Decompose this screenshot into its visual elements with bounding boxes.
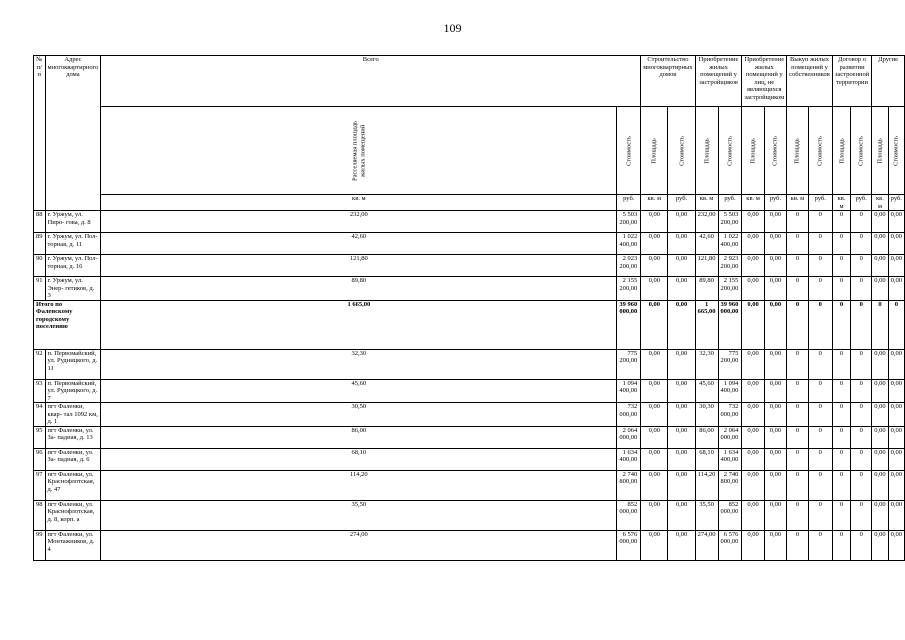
table-row (34, 233, 905, 255)
cell-n-area: 0,00 (742, 470, 764, 500)
cell-o-cost: 0,00 (888, 255, 904, 277)
cell-d-area: 121,80 (695, 255, 718, 277)
cell-o-cost: 0,00 (888, 470, 904, 500)
cell-b-cost: 0 (808, 403, 832, 427)
cell-t-cost: 0 (851, 530, 872, 560)
cell-total-area: 1 665,00 (101, 300, 617, 349)
cell-total-area: 232,00 (101, 211, 617, 233)
cell-total-area: 68,10 (101, 448, 617, 470)
cell-t-cost: 0 (851, 448, 872, 470)
cell-n-cost: 0,00 (764, 379, 786, 403)
cell-c-area: 0,00 (641, 500, 668, 530)
cell-b-cost: 0 (808, 500, 832, 530)
table-row (34, 426, 905, 448)
cell-c-area: 0,00 (641, 349, 668, 379)
cell-n-cost: 0,00 (764, 530, 786, 560)
cell-address: пгт Фаленки, ул. За- падная, д. 13 (45, 426, 101, 448)
cell-c-cost: 0,00 (668, 379, 695, 403)
cell-total-cost: 39 960 000,00 (617, 300, 641, 349)
cell-total-cost: 1 022 400,00 (617, 233, 641, 255)
cell-d-cost: 775 200,00 (718, 349, 742, 379)
cell-o-area: 0,00 (872, 379, 888, 403)
subheader-rotated: Стоимость (668, 107, 695, 195)
cell-n-area: 0,00 (742, 277, 764, 301)
cell-b-area: 0 (787, 277, 809, 301)
header-other: Другие (872, 56, 905, 107)
cell-n-cost: 0,00 (764, 470, 786, 500)
cell-total-cost: 2 923 200,00 (617, 255, 641, 277)
cell-c-cost: 0,00 (668, 300, 695, 349)
cell-b-area: 0 (787, 379, 809, 403)
subheader-rotated: Стоимость (617, 107, 641, 195)
cell-d-area: 1 665,00 (695, 300, 718, 349)
cell-address: г. Уржум, ул. Пол- торная, д. 16 (45, 255, 101, 277)
cell-no: 90 (34, 255, 46, 277)
cell-t-cost: 0 (851, 211, 872, 233)
cell-address: г. Уржум, ул. Пол- торная, д. 11 (45, 233, 101, 255)
cell-n-cost: 0,00 (764, 500, 786, 530)
cell-c-area: 0,00 (641, 255, 668, 277)
cell-b-area: 0 (787, 530, 809, 560)
cell-total-cost: 775 200,00 (617, 349, 641, 379)
cell-c-cost: 0,00 (668, 470, 695, 500)
cell-c-cost: 0,00 (668, 403, 695, 427)
subheader-rotated: Площадь (787, 107, 809, 195)
subheader-rotated: Площадь (641, 107, 668, 195)
cell-d-area: 274,00 (695, 530, 718, 560)
cell-b-cost: 0 (808, 277, 832, 301)
subheader-rotated: Стоимость (888, 107, 904, 195)
cell-address: пгт Фаленки, ул. Краснофлотская, д. 8, корп. а (45, 500, 101, 530)
cell-t-area: 0 (832, 255, 850, 277)
page-number: 109 (443, 21, 462, 35)
cell-c-area: 0,00 (641, 211, 668, 233)
cell-n-area: 0,00 (742, 448, 764, 470)
cell-b-cost: 0 (808, 255, 832, 277)
cell-n-area: 0,00 (742, 233, 764, 255)
cell-c-area: 0,00 (641, 530, 668, 560)
cell-o-cost: 0 (888, 300, 904, 349)
cell-o-area: 0,00 (872, 426, 888, 448)
cell-b-cost: 0 (808, 211, 832, 233)
table-row (34, 470, 905, 500)
cell-o-cost: 0,00 (888, 500, 904, 530)
cell-n-area: 0,00 (742, 255, 764, 277)
cell-total-cost: 6 576 000,00 (617, 530, 641, 560)
cell-o-cost: 0,00 (888, 233, 904, 255)
header-buyout-owners: Выкуп жилых помещений у собственников (787, 56, 833, 107)
cell-no: 99 (34, 530, 46, 560)
cell-d-area: 42,60 (695, 233, 718, 255)
cell-b-cost: 0 (808, 530, 832, 560)
cell-o-area: 0,00 (872, 211, 888, 233)
cell-n-area: 0,00 (742, 530, 764, 560)
cell-t-cost: 0 (851, 379, 872, 403)
cell-c-cost: 0,00 (668, 211, 695, 233)
cell-n-area: 0,00 (742, 403, 764, 427)
cell-total-area: 45,60 (101, 379, 617, 403)
table-row (34, 530, 905, 560)
unit-cell: руб. (718, 195, 742, 211)
table-row (34, 379, 905, 403)
cell-d-area: 32,30 (695, 349, 718, 379)
cell-no: 88 (34, 211, 46, 233)
table-row (34, 349, 905, 379)
table-row (34, 403, 905, 427)
cell-t-area: 0 (832, 300, 850, 349)
cell-address: п. Первомайский, ул. Рудницкого, д. 7 (45, 379, 101, 403)
cell-c-area: 0,00 (641, 277, 668, 301)
unit-cell: кв. м (832, 195, 850, 211)
cell-n-cost: 0,00 (764, 233, 786, 255)
cell-b-area: 0 (787, 255, 809, 277)
cell-c-cost: 0,00 (668, 233, 695, 255)
cell-d-cost: 5 503 200,00 (718, 211, 742, 233)
cell-d-cost: 2 155 200,00 (718, 277, 742, 301)
cell-t-cost: 0 (851, 349, 872, 379)
cell-n-cost: 0,00 (764, 300, 786, 349)
cell-d-area: 35,50 (695, 500, 718, 530)
cell-no: 89 (34, 233, 46, 255)
cell-o-cost: 0,00 (888, 349, 904, 379)
header-purchase-developers: Приобретение жилых помещений у застройщиков (695, 56, 742, 107)
cell-c-cost: 0,00 (668, 255, 695, 277)
table-row (34, 448, 905, 470)
unit-cell: руб. (764, 195, 786, 211)
cell-n-area: 0,00 (742, 211, 764, 233)
cell-total-area: 86,00 (101, 426, 617, 448)
cell-d-cost: 2 740 800,00 (718, 470, 742, 500)
cell-d-cost: 1 022 400,00 (718, 233, 742, 255)
cell-address: г. Уржум, ул. Энер- гетиков, д. 3 (45, 277, 101, 301)
cell-b-area: 0 (787, 349, 809, 379)
cell-total-cost: 852 000,00 (617, 500, 641, 530)
cell-o-area: 0,00 (872, 349, 888, 379)
cell-c-cost: 0,00 (668, 349, 695, 379)
cell-total-area: 114,20 (101, 470, 617, 500)
cell-c-area: 0,00 (641, 233, 668, 255)
subheader-rotated: Площадь (695, 107, 718, 195)
cell-no: 92 (34, 349, 46, 379)
table-row (34, 255, 905, 277)
cell-t-cost: 0 (851, 500, 872, 530)
cell-d-area: 232,00 (695, 211, 718, 233)
cell-total-cost: 1 634 400,00 (617, 448, 641, 470)
cell-d-area: 68,10 (695, 448, 718, 470)
header-no: № п/п (34, 56, 46, 211)
cell-no: 98 (34, 500, 46, 530)
cell-total-cost: 2 155 200,00 (617, 277, 641, 301)
cell-c-area: 0,00 (641, 470, 668, 500)
subheader-rotated: Площадь (832, 107, 850, 195)
cell-d-area: 89,80 (695, 277, 718, 301)
cell-total-cost: 2 064 000,00 (617, 426, 641, 448)
cell-b-area: 0 (787, 300, 809, 349)
cell-c-cost: 0,00 (668, 530, 695, 560)
unit-cell: кв. м (787, 195, 809, 211)
cell-no: 93 (34, 379, 46, 403)
cell-total-area: 35,50 (101, 500, 617, 530)
cell-n-area: 0,00 (742, 379, 764, 403)
cell-n-cost: 0,00 (764, 211, 786, 233)
cell-n-cost: 0,00 (764, 403, 786, 427)
cell-t-area: 0 (832, 530, 850, 560)
cell-o-area: 0,00 (872, 277, 888, 301)
cell-no: 94 (34, 403, 46, 427)
cell-b-cost: 0 (808, 233, 832, 255)
cell-b-cost: 0 (808, 379, 832, 403)
cell-o-cost: 0,00 (888, 403, 904, 427)
cell-no: 95 (34, 426, 46, 448)
cell-d-cost: 39 960 000,00 (718, 300, 742, 349)
cell-b-cost: 0 (808, 349, 832, 379)
cell-t-cost: 0 (851, 426, 872, 448)
cell-b-area: 0 (787, 448, 809, 470)
cell-c-cost: 0,00 (668, 448, 695, 470)
cell-address: пгт Фаленки, квар- тал 1092 км, д. 1 (45, 403, 101, 427)
cell-b-area: 0 (787, 470, 809, 500)
cell-o-cost: 0,00 (888, 426, 904, 448)
cell-d-area: 114,20 (695, 470, 718, 500)
housing-relocation-table (33, 55, 905, 561)
unit-cell: кв. м (101, 195, 617, 211)
cell-t-cost: 0 (851, 277, 872, 301)
cell-no: 97 (34, 470, 46, 500)
cell-b-area: 0 (787, 500, 809, 530)
cell-n-area: 0,00 (742, 349, 764, 379)
cell-o-cost: 0,00 (888, 277, 904, 301)
cell-n-area: 0,00 (742, 426, 764, 448)
cell-total-cost: 5 503 200,00 (617, 211, 641, 233)
cell-total-area: 274,00 (101, 530, 617, 560)
cell-t-area: 0 (832, 233, 850, 255)
cell-o-area: 0,00 (872, 403, 888, 427)
subtotal-row (34, 300, 905, 349)
cell-address: пгт Фаленки, ул. За- падная, д. 6 (45, 448, 101, 470)
unit-cell: кв. м (742, 195, 764, 211)
cell-t-cost: 0 (851, 233, 872, 255)
cell-t-area: 0 (832, 211, 850, 233)
cell-c-area: 0,00 (641, 300, 668, 349)
cell-n-cost: 0,00 (764, 349, 786, 379)
cell-d-cost: 6 576 000,00 (718, 530, 742, 560)
cell-t-cost: 0 (851, 255, 872, 277)
table-row (34, 500, 905, 530)
cell-no: 91 (34, 277, 46, 301)
cell-n-cost: 0,00 (764, 448, 786, 470)
cell-t-cost: 0 (851, 470, 872, 500)
cell-n-cost: 0,00 (764, 426, 786, 448)
cell-d-area: 45,60 (695, 379, 718, 403)
cell-o-cost: 0,00 (888, 530, 904, 560)
header-purchase-non-developers: Приобретение жилых помещений у лиц, не являющихся застройщиком (742, 56, 787, 107)
cell-o-cost: 0,00 (888, 211, 904, 233)
cell-o-cost: 0,00 (888, 379, 904, 403)
cell-address: г. Уржум, ул. Пиро- гова, д. 8 (45, 211, 101, 233)
cell-b-cost: 0 (808, 448, 832, 470)
cell-c-cost: 0,00 (668, 277, 695, 301)
cell-d-cost: 2 064 000,00 (718, 426, 742, 448)
cell-o-area: 0,00 (872, 255, 888, 277)
cell-total-area: 89,80 (101, 277, 617, 301)
unit-cell: руб. (668, 195, 695, 211)
cell-total-cost: 1 094 400,00 (617, 379, 641, 403)
cell-c-area: 0,00 (641, 403, 668, 427)
cell-t-area: 0 (832, 448, 850, 470)
subheader-rotated: Площадь (872, 107, 888, 195)
cell-o-area: 0,00 (872, 470, 888, 500)
cell-total-area: 42,60 (101, 233, 617, 255)
subheader-rotated: Площадь (742, 107, 764, 195)
cell-n-area: 0,00 (742, 300, 764, 349)
cell-t-cost: 0 (851, 403, 872, 427)
subtotal-label: Итого по Фаленскому городскому поселению (34, 300, 101, 349)
cell-no: 96 (34, 448, 46, 470)
cell-b-area: 0 (787, 233, 809, 255)
cell-t-area: 0 (832, 500, 850, 530)
cell-c-area: 0,00 (641, 426, 668, 448)
unit-cell: кв. м (641, 195, 668, 211)
unit-cell: кв. м (872, 195, 888, 211)
cell-n-area: 0,00 (742, 500, 764, 530)
cell-total-area: 121,80 (101, 255, 617, 277)
cell-t-area: 0 (832, 426, 850, 448)
cell-b-cost: 0 (808, 300, 832, 349)
cell-d-cost: 852 000,00 (718, 500, 742, 530)
cell-address: пгт Фаленки, ул. Краснофлотская, д. 47 (45, 470, 101, 500)
cell-b-area: 0 (787, 426, 809, 448)
cell-total-area: 32,30 (101, 349, 617, 379)
cell-t-area: 0 (832, 277, 850, 301)
header-total: Всего (101, 56, 641, 107)
unit-cell: руб. (888, 195, 904, 211)
cell-d-area: 30,30 (695, 403, 718, 427)
cell-d-cost: 1 094 400,00 (718, 379, 742, 403)
cell-o-cost: 0,00 (888, 448, 904, 470)
cell-address: п. Первомайский, ул. Рудницкого, д. 11 (45, 349, 101, 379)
cell-t-area: 0 (832, 470, 850, 500)
cell-d-cost: 732 000,00 (718, 403, 742, 427)
cell-o-area: 0 (872, 300, 888, 349)
cell-o-area: 0,00 (872, 500, 888, 530)
cell-o-area: 0,00 (872, 530, 888, 560)
subheader-rotated: Стоимость (851, 107, 872, 195)
table-row (34, 277, 905, 301)
unit-cell: руб. (851, 195, 872, 211)
cell-o-area: 0,00 (872, 233, 888, 255)
subheader-rotated: Стоимость (718, 107, 742, 195)
cell-total-cost: 732 000,00 (617, 403, 641, 427)
cell-n-cost: 0,00 (764, 255, 786, 277)
cell-c-area: 0,00 (641, 448, 668, 470)
table-row (34, 211, 905, 233)
header-construction: Строительство многоквартирных домов (641, 56, 695, 107)
cell-d-area: 86,00 (695, 426, 718, 448)
cell-b-cost: 0 (808, 470, 832, 500)
cell-n-cost: 0,00 (764, 277, 786, 301)
cell-b-area: 0 (787, 403, 809, 427)
cell-address: пгт Фаленки, ул. Монтажников, д. 4 (45, 530, 101, 560)
cell-b-area: 0 (787, 211, 809, 233)
cell-total-area: 30,50 (101, 403, 617, 427)
unit-cell: руб. (808, 195, 832, 211)
cell-total-cost: 2 740 800,00 (617, 470, 641, 500)
unit-cell: руб. (617, 195, 641, 211)
subheader-rotated: Расселяемая площадь жилых помещений (101, 107, 617, 195)
cell-c-cost: 0,00 (668, 500, 695, 530)
cell-t-cost: 0 (851, 300, 872, 349)
subheader-rotated: Стоимость (808, 107, 832, 195)
unit-cell: кв. м (695, 195, 718, 211)
header-address: Адрес многоквартирного дома (45, 56, 101, 211)
cell-t-area: 0 (832, 403, 850, 427)
cell-c-cost: 0,00 (668, 426, 695, 448)
cell-c-area: 0,00 (641, 379, 668, 403)
cell-o-area: 0,00 (872, 448, 888, 470)
cell-t-area: 0 (832, 349, 850, 379)
cell-t-area: 0 (832, 379, 850, 403)
cell-b-cost: 0 (808, 426, 832, 448)
cell-d-cost: 1 634 400,00 (718, 448, 742, 470)
subheader-rotated: Стоимость (764, 107, 786, 195)
header-territory-contract: Договор о развитии застроенной территории (832, 56, 871, 107)
cell-d-cost: 2 923 200,00 (718, 255, 742, 277)
